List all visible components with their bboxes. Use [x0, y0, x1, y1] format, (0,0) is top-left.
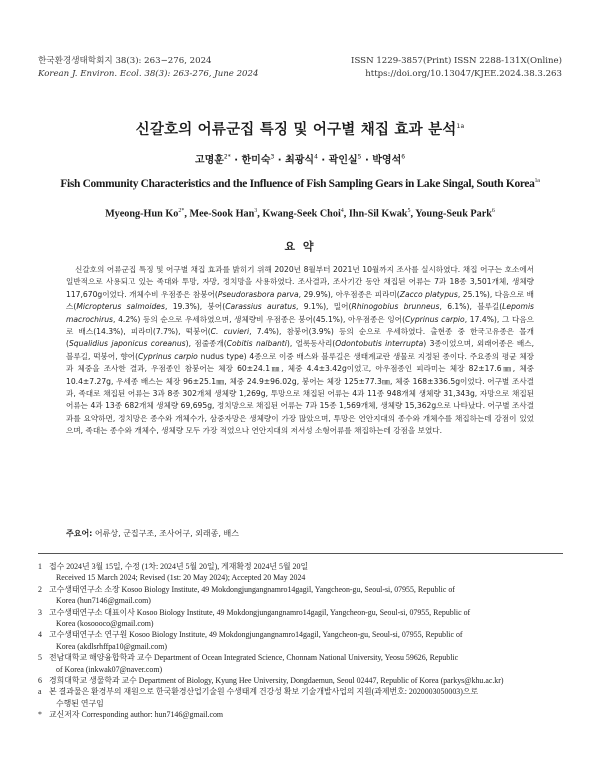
author-name: Myeong-Hun Ko	[105, 208, 179, 220]
footnote-line: 고수생태연구소 소장 Kosoo Biology Institute, 49 Mokdongjungangnamro14gagil, Yangcheon-gu, Seoul-si, 07955, Republic of	[49, 584, 455, 594]
author-name: Ihn-Sil Kwak	[348, 208, 408, 220]
abstract-body	[66, 264, 534, 438]
footnote-text	[49, 675, 562, 686]
species-name: Micropterus salmoides	[76, 302, 165, 312]
journal-citation-ko: 한국환경생태학회지 38(3): 263−276, 2024	[38, 56, 212, 66]
footnote-text	[49, 629, 562, 652]
abstract-text: , 17.4%), 그 다음으로 배스(14.3%), 피라미(7.7%), 떡붕어(	[66, 314, 535, 337]
species-name: C. cuvieri	[210, 327, 250, 337]
footnote-divider	[38, 553, 563, 554]
species-name: Cobitis nalbanti	[226, 339, 287, 349]
species-name: Pseudorasbora parva	[217, 289, 299, 299]
species-name: Squalidius japonicus coreanus	[68, 339, 186, 349]
footnote-mark: a	[38, 687, 42, 697]
author-affiliation-mark: 6	[401, 153, 406, 161]
footnote-mark: 5	[38, 653, 42, 663]
footnote-mark: 2	[38, 584, 42, 594]
author-name: 곽인실	[328, 155, 358, 166]
abstract-text: ), 점줄종개(	[185, 339, 227, 349]
species-name: Lepomis macrochirus	[66, 302, 535, 324]
footnote-mark: 6	[38, 676, 42, 686]
footnote-line: Korea (hun7146@gmail.com)	[56, 596, 151, 606]
keywords	[66, 528, 534, 539]
footnote-text	[49, 686, 562, 709]
title-english	[0, 178, 600, 190]
footnote-text	[49, 584, 562, 607]
footnote-line: Korea (akdlsrhffpa10@gmail.com)	[56, 641, 167, 651]
footnote-text	[49, 709, 562, 720]
abstract-text: nudus type) 4종으로 이중 배스와 블루길은 생태계교란 생물로 지정된 종이다. 주요종의 평균 체장과 체중을 조사한 결과, 우점종인 참붕어는 체장 60±24.1㎜, 체중 4.4±3.42g이었고, 아우점종인 피라미는 체장 82±17.6㎜, 체중 10.4±7.27g, 우세종 배스는 체장 96±25.1㎜, 체중 24.9±96.02g, 붕어는 체장 125±77.3㎜, 체중 168±336.5g이었다. 어구별 조사결과, 족대로 채집된 어류는 3과 8종 302개체 생체량 1,269g, 투망으로 채집된 어류는 4과 11종 948개체 생체량 31,343g, 자망으로 채집된 어류는 4과 13종 682개체 생체량 69,695g, 정치망으로 채집된 어류는 7과 15종 1,569개체, 생체량 15,362g으로 나타났다. 어구별 조사결과를 요약하면, 정치망은 종수와 개체수가, 삼중자망은 생체량이 가장 많았으며, 투망은 연안지대의 종수와 개체수를 채집하는데 강점이 있었으며, 족대는 종수와 개체수, 생체량 모두 가장 적었으나 연안지대의 저서성 소형어류를 채집하는데 강점을 보였다.	[66, 351, 535, 436]
footnote-line: 전남대학교 해양융합학과 교수 Department of Ocean Integrated Science, Chonnam National University, Yeosu 59626, Republic	[49, 653, 459, 663]
footnote-item	[38, 709, 562, 720]
doi-link[interactable]: https://doi.org/10.13047/KJEE.2024.38.3.263	[365, 69, 562, 79]
footnote-line: Korea (kosoooco@gmail.com)	[56, 619, 154, 629]
abstract-text: , 25.1%), 다음으로 배스(	[66, 289, 534, 312]
journal-citation	[38, 55, 258, 81]
footnote-mark: 3	[38, 607, 42, 617]
journal-citation-en: Korean J. Environ. Ecol. 38(3): 263-276, June 2024	[38, 69, 259, 79]
journal-identifiers	[351, 55, 562, 81]
author-affiliation-mark: 4	[340, 208, 344, 214]
footnote-line: 경희대학교 생물학과 교수 Department of Biology, Kyung Hee University, Dongdaemun, Seoul 02447, Republic of Korea (parkys@khu.ac.kr)	[49, 676, 504, 686]
footnote-line: of Korea (inkwak07@naver.com)	[56, 664, 163, 674]
keywords-label: 주요어:	[66, 529, 93, 538]
footnote-mark: 4	[38, 630, 42, 640]
keywords-text: 어류상, 군집구조, 조사어구, 외래종, 배스	[92, 529, 239, 538]
author-separator: ,	[257, 208, 263, 220]
abstract-heading: 요 약	[284, 240, 316, 253]
abstract-text: , 9.1%), 밀어(	[296, 302, 352, 312]
species-name: Zacco platypus	[399, 289, 458, 299]
species-name: Cyprinus carpio	[405, 314, 465, 324]
footnote-line: 교신저자 Corresponding author: hun7146@gmail.com	[49, 710, 224, 720]
author-separator: ·	[317, 155, 329, 166]
authors-korean	[0, 151, 600, 166]
title-korean-text: 신갈호의 어류군집 특징 및 어구별 채집 효과 분석	[135, 122, 457, 138]
title-english-text: Fish Community Characteristics and the Influence of Fish Sampling Gears in Lake Singal, South Korea	[60, 178, 535, 190]
author-separator: ,	[410, 208, 416, 220]
author-name: Mee-Sook Han	[189, 208, 255, 220]
footnote-line: 접수 2024년 3월 15일, 수정 (1차: 2024년 5월 20일), 게재확정 2024년 5월 20일	[49, 562, 309, 571]
footnote-text	[49, 561, 562, 584]
author-affiliation-mark: 4	[314, 153, 318, 161]
footnote-mark: 1	[38, 562, 42, 571]
author-name: 박영석	[372, 155, 402, 166]
authors-english	[0, 208, 600, 219]
footnote-line: 본 결과물은 환경부의 재원으로 한국환경산업기술원 수생태계 건강성 확보 기술개발사업의 지원(과제번호: 2020003050003)으로	[49, 687, 479, 697]
author-separator: ,	[343, 208, 349, 220]
footnote-line: 고수생태연구소 연구원 Kosoo Biology Institute, 49 Mokdongjungangnamro14gagil, Yangcheon-gu, Seoul-si, 07955, Republic of	[49, 630, 463, 640]
author-name: 최광식	[285, 155, 315, 166]
issn: ISSN 1229-3857(Print) ISSN 2288-131X(Online)	[351, 56, 562, 66]
author-affiliation-mark: 3	[270, 153, 275, 161]
abstract-text: , 19.3%), 붕어(	[164, 302, 226, 312]
author-name: 고명훈	[194, 155, 224, 166]
author-affiliation-mark: 5	[357, 153, 362, 161]
author-affiliation-mark: 5	[407, 208, 411, 214]
footnote-item	[38, 686, 562, 709]
abstract-text: 신갈호의 어류군집 특징 및 어구별 채집 효과를 밝히기 위해 2020년 8월부터 2021년 10월까지 조사를 실시하였다. 채집 어구는 호소에서 일반적으로 사용되고 있는 족대와 투망, 자망, 정치망을 사용하였다. 조사결과, 조사기간 동안 채집된 어류는 7과 18종 3,501개체, 생체량 117,670g이었다. 개체수비 우점종은 참붕어(	[66, 265, 534, 299]
abstract-text: , 6.1%), 블루길(	[439, 302, 503, 312]
footnote-item	[38, 607, 562, 630]
author-affiliation-mark: 2*	[223, 153, 231, 161]
author-affiliation-mark: 3	[254, 208, 258, 214]
species-name: Carassius auratus	[225, 302, 297, 312]
title-korean-footnote-mark: 1a	[456, 123, 465, 131]
author-name: Kwang-Seek Choi	[262, 208, 341, 220]
title-korean	[0, 118, 600, 139]
author-name: 한미숙	[241, 155, 271, 166]
abstract-text: , 29.9%), 아우점종은 피라미(	[298, 289, 400, 299]
abstract-text: ), 얼룩동사리(	[286, 339, 336, 349]
abstract-text: ) 3종이었으며, 외래어종은 배스, 블루길, 떡붕어, 향어(	[66, 339, 534, 361]
author-name: Young-Seuk Park	[415, 208, 492, 220]
footnote-item	[38, 675, 562, 686]
species-name: Cyprinus carpio	[138, 351, 198, 361]
author-separator: ·	[274, 155, 286, 166]
abstract-text: , 4.2%) 등의 순으로 우세하였으며, 생체량비 우점종은 붕어(45.1%), 아우점종은 잉어(	[112, 314, 406, 324]
footnote-item	[38, 584, 562, 607]
author-separator: ,	[184, 208, 190, 220]
abstract-text: , 7.4%), 참붕어(3.9%) 등의 순으로 우세하였다. 출현종 중 한국고유종은 몰개(	[66, 327, 534, 349]
footnote-text	[49, 607, 562, 630]
author-separator: ·	[230, 155, 242, 166]
footnote-item	[38, 561, 562, 584]
author-affiliation-mark: 2*	[178, 208, 185, 214]
footnote-line: 고수생태연구소 대표이사 Kosoo Biology Institute, 49 Mokdongjungangnamro14gagil, Yangcheon-gu, Seoul-si, 07955, Republic of	[49, 607, 471, 617]
footnote-line: Received 15 March 2024; Revised (1st: 20 May 2024); Accepted 20 May 2024	[56, 573, 306, 583]
author-affiliation-mark: 6	[491, 208, 495, 214]
footnote-text	[49, 652, 562, 675]
footnote-mark: *	[38, 710, 42, 720]
species-name: Rhinogobius brunneus	[351, 302, 440, 312]
footnotes	[38, 561, 562, 721]
footnote-item	[38, 652, 562, 675]
title-english-footnote-mark: 1a	[534, 178, 540, 185]
footnote-item	[38, 629, 562, 652]
species-name: Odontobutis interrupta	[335, 339, 424, 349]
footnote-line: 수행된 연구임	[56, 698, 104, 708]
author-separator: ·	[361, 155, 373, 166]
